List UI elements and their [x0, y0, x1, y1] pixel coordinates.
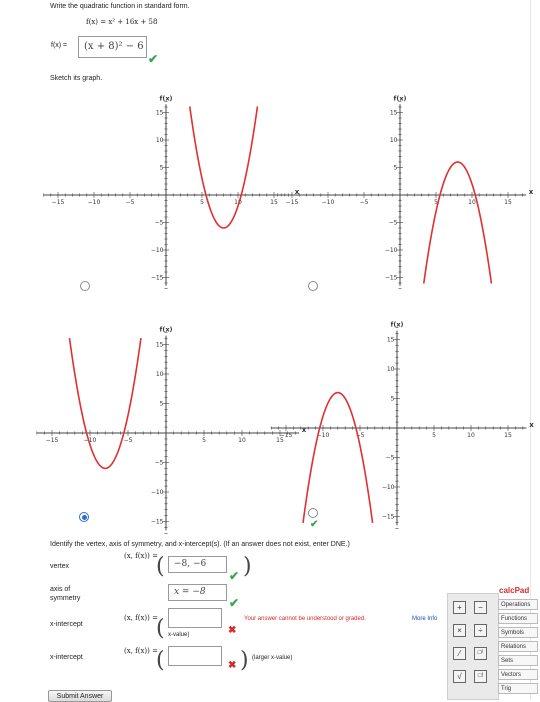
- x-axis-label: x: [294, 188, 300, 196]
- x-tick-label: −10: [321, 199, 335, 206]
- x-tick-label: 5: [434, 199, 438, 206]
- y-tick-label: −15: [381, 513, 395, 521]
- graph-option-2: [285, 85, 534, 285]
- x-tick-label: −5: [125, 199, 135, 206]
- parabola-curve: [190, 107, 258, 228]
- y-tick-label: −10: [150, 489, 164, 496]
- calcpad-relations[interactable]: Relations: [498, 641, 538, 652]
- x-tick-label: −5: [355, 432, 365, 439]
- y-tick-label: 10: [155, 371, 164, 378]
- x-tick-label: −10: [87, 199, 101, 206]
- y-axis-label: f(x): [159, 325, 173, 334]
- more-info-link[interactable]: More Info: [412, 616, 438, 622]
- graph-4-svg: [279, 310, 534, 521]
- y-tick-label: −5: [385, 454, 395, 462]
- x-tick-label: 10: [238, 437, 246, 444]
- y-tick-label: −10: [384, 247, 398, 254]
- axis-input[interactable]: [168, 584, 227, 601]
- xint1-point-label: (x, f(x)) =: [124, 614, 158, 622]
- calc-fraction-button[interactable]: ⁄: [453, 647, 466, 660]
- graph-option-3: [45, 315, 307, 526]
- submit-answer-button[interactable]: Submit Answer: [48, 690, 112, 702]
- axis-input-value: x = −8: [174, 587, 206, 597]
- calcpad-vectors[interactable]: Vectors: [498, 669, 538, 680]
- x-tick-label: 15: [270, 199, 278, 206]
- vertex-input[interactable]: [168, 556, 227, 573]
- x-tick-label: 15: [504, 432, 512, 439]
- standard-form-answer-value: (x + 8)² − 6: [84, 41, 144, 52]
- calc-factorial-button[interactable]: □!: [474, 670, 487, 683]
- y-tick-label: −10: [150, 247, 164, 254]
- graph-2-svg: [285, 85, 534, 285]
- x-tick-label: −15: [51, 199, 65, 206]
- error-message: Your answer cannot be understood or graded.: [244, 616, 366, 622]
- x-tick-label: 10: [467, 432, 475, 439]
- graph-3-svg: [45, 315, 307, 526]
- y-tick-label: −10: [381, 484, 395, 491]
- y-tick-label: −15: [384, 274, 398, 282]
- calcpad-title: calcPad: [499, 586, 530, 595]
- graph-option-1-radio[interactable]: [80, 281, 90, 291]
- y-tick-label: −15: [150, 274, 164, 282]
- x-tick-label: 15: [276, 437, 284, 444]
- vertex-check-icon: ✔: [229, 569, 240, 583]
- y-tick-label: −5: [388, 219, 398, 227]
- y-tick-label: 10: [155, 137, 164, 144]
- correct-check-icon: ✔: [148, 52, 159, 66]
- calcpad-sets[interactable]: Sets: [498, 655, 538, 666]
- calcpad-operations[interactable]: Operations: [498, 599, 538, 610]
- y-tick-label: −15: [150, 518, 164, 526]
- xint2-sublabel: (larger x-value): [252, 655, 293, 661]
- vertex-input-value: −8, −6: [174, 559, 207, 569]
- axis-label: axis of symmetry: [50, 586, 81, 602]
- x-tick-label: 5: [202, 437, 206, 444]
- vertex-point-label: (x, f(x)) =: [124, 552, 158, 560]
- xint1-label: x-intercept: [50, 621, 83, 628]
- calcpad-trig[interactable]: Trig: [498, 683, 538, 694]
- x-tick-label: −15: [285, 199, 299, 206]
- x-tick-label: 5: [200, 199, 204, 206]
- axis-check-icon: ✔: [229, 596, 240, 610]
- x-axis-label: x: [301, 426, 307, 434]
- graph-option-3-radio[interactable]: [79, 512, 89, 522]
- x-tick-label: −5: [123, 437, 133, 444]
- parabola-curve: [424, 162, 492, 283]
- y-tick-label: 5: [393, 164, 398, 172]
- y-tick-label: 5: [390, 395, 395, 403]
- x-axis-label: x: [529, 421, 534, 429]
- calc-sqrt-button[interactable]: √: [453, 670, 466, 683]
- calc-times-button[interactable]: ×: [453, 624, 466, 637]
- xint2-error-icon: ✖: [228, 660, 237, 671]
- graph-option-1: [51, 85, 300, 285]
- parabola-curve: [303, 393, 373, 523]
- xint2-open-paren: (: [156, 648, 165, 673]
- x-tick-label: −10: [316, 432, 330, 439]
- answer-label: f(x) =: [51, 42, 68, 49]
- x-tick-label: 10: [234, 199, 242, 206]
- function-given: f(x) = x² + 16x + 58: [86, 18, 158, 26]
- standard-form-answer-box[interactable]: [78, 36, 147, 58]
- xint2-label: x-intercept: [50, 654, 83, 661]
- y-axis-label: f(x): [159, 94, 173, 103]
- xint2-input[interactable]: [168, 646, 222, 666]
- xint1-input[interactable]: [168, 608, 222, 628]
- calc-power-button[interactable]: □²: [474, 647, 487, 660]
- calcpad-symbols[interactable]: Symbols: [498, 627, 538, 638]
- graph-option-2-radio[interactable]: [308, 281, 318, 291]
- x-tick-label: −5: [359, 199, 369, 206]
- identify-prompt: Identify the vertex, axis of symmetry, and x-intercept(s). (If an answer does not exist, enter DNE.): [50, 541, 350, 548]
- xint1-sublabel: x-value): [168, 632, 190, 638]
- y-axis-label: f(x): [393, 94, 407, 103]
- y-axis-label: f(x): [390, 320, 404, 329]
- x-tick-label: −10: [83, 437, 97, 444]
- y-tick-label: −5: [154, 459, 164, 467]
- calc-plus-button[interactable]: +: [453, 601, 466, 614]
- y-tick-label: −5: [154, 219, 164, 227]
- y-tick-label: 5: [159, 164, 164, 172]
- instructions-text: Write the quadratic function in standard form.: [50, 3, 190, 10]
- calcpad-functions[interactable]: Functions: [498, 613, 538, 624]
- x-tick-label: 10: [468, 199, 476, 206]
- x-axis-label: x: [528, 188, 534, 196]
- vertex-open-paren: (: [156, 554, 165, 579]
- x-tick-label: −15: [45, 437, 59, 444]
- y-tick-label: 15: [155, 341, 164, 349]
- y-tick-label: 10: [389, 137, 398, 144]
- y-tick-label: 10: [386, 366, 395, 373]
- x-tick-label: 5: [432, 432, 436, 439]
- graph-option-4: [279, 310, 534, 521]
- vertex-close-paren: ): [243, 554, 252, 579]
- x-tick-label: −15: [279, 432, 293, 439]
- graph-correct-check-icon: ✔: [310, 519, 319, 530]
- x-tick-label: 15: [504, 199, 512, 206]
- xint2-point-label: (x, f(x)) =: [124, 647, 158, 655]
- vertex-label: vertex: [50, 563, 70, 570]
- calc-divide-button[interactable]: ÷: [474, 624, 487, 637]
- y-tick-label: 15: [389, 109, 398, 117]
- xint1-open-paren: (: [156, 616, 165, 641]
- sketch-label: Sketch its graph.: [50, 75, 103, 82]
- xint2-close-paren: ): [240, 648, 249, 673]
- y-tick-label: 15: [155, 109, 164, 117]
- xint1-error-icon: ✖: [228, 625, 237, 636]
- calc-minus-button[interactable]: −: [474, 601, 487, 614]
- graph-option-4-radio[interactable]: [308, 508, 318, 518]
- y-tick-label: 15: [386, 336, 395, 344]
- y-tick-label: 5: [159, 400, 164, 408]
- graph-1-svg: [51, 85, 300, 285]
